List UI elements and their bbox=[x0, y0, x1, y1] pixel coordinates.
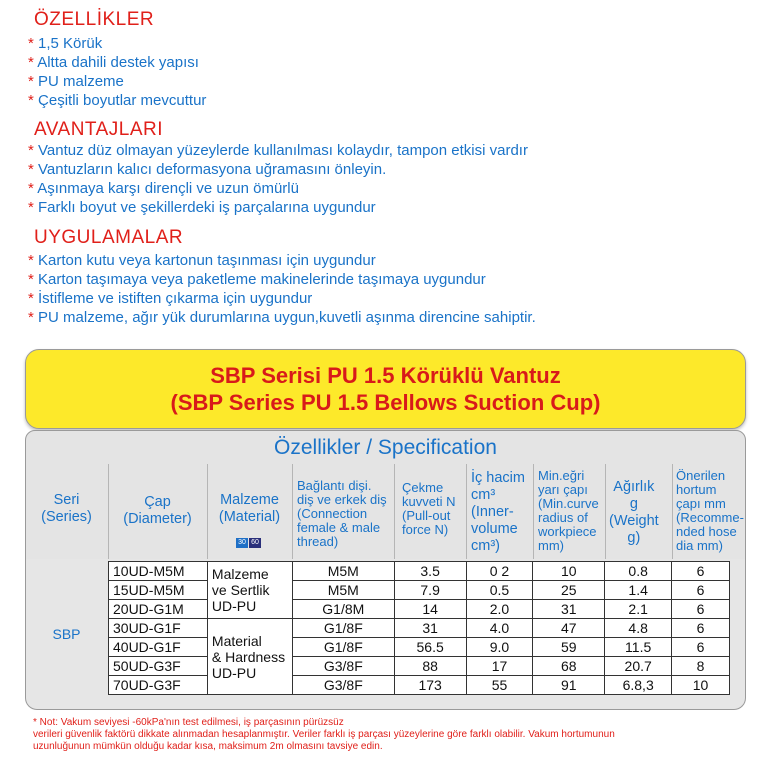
hardness-30-badge: 30 bbox=[236, 538, 248, 548]
table-row: 40UD-G1F G1/8F 56.5 9.0 59 11.5 6 bbox=[109, 638, 730, 657]
table-row: 10UD-M5M Malzeme ve Sertlik UD-PU M5M 3.5 0 2 10 0.8 6 bbox=[109, 562, 730, 581]
list-item: * 1,5 Körük bbox=[28, 35, 103, 52]
spec-table bbox=[108, 561, 730, 695]
advantages-title: AVANTAJLARI bbox=[34, 119, 164, 140]
advantages-list bbox=[28, 141, 528, 217]
list-item: * Farklı boyut ve şekillerdeki iş parçalarına uygundur bbox=[28, 199, 376, 216]
features-list bbox=[28, 34, 206, 110]
header-connection-thread: Bağlantı dişi. diş ve erkek diş (Connection female & male thread) bbox=[297, 478, 387, 549]
series-label: SBP bbox=[52, 626, 81, 642]
list-item: * Vantuzların kalıcı deformasyona uğramasını önleyin. bbox=[28, 161, 387, 178]
header-diameter: Çap (Diameter) bbox=[123, 494, 192, 527]
list-item: * Karton taşımaya veya paketleme makinelerinde taşımaya uygundur bbox=[28, 271, 486, 288]
header-min-curve-radius: Min.eğri yarı çapı (Min.curve radius of workpiece mm) bbox=[538, 468, 599, 553]
material-hardness-tr: Malzeme ve Sertlik UD-PU bbox=[207, 562, 292, 619]
header-pull-out-force: Çekme kuvveti N (Pull-out force N) bbox=[402, 480, 456, 537]
table-row: 15UD-M5M M5M 7.9 0.5 25 1.4 6 bbox=[109, 581, 730, 600]
list-item: * Vantuz düz olmayan yüzeylerde kullanılması kolaydır, tampon etkisi vardır bbox=[28, 142, 528, 159]
product-title-banner bbox=[25, 349, 746, 429]
list-item: * PU malzeme bbox=[28, 73, 124, 90]
table-row: 20UD-G1M G1/8M 14 2.0 31 2.1 6 bbox=[109, 600, 730, 619]
hardness-60-badge: 60 bbox=[249, 538, 261, 548]
header-weight: Ağırlık g (Weight g) bbox=[609, 479, 659, 546]
material-hardness-en: Material & Hardness UD-PU bbox=[207, 619, 292, 695]
list-item: * Karton kutu veya kartonun taşınması için uygundur bbox=[28, 252, 376, 269]
list-item: * Çeşitli boyutlar mevcuttur bbox=[28, 92, 207, 109]
header-recommended-hose: Önerilen hortum çapı mm (Recomme- nded hose dia mm) bbox=[676, 468, 744, 553]
applications-title: UYGULAMALAR bbox=[34, 227, 184, 248]
header-material: Malzeme (Material) bbox=[218, 492, 281, 525]
header-series: Seri (Series) bbox=[41, 492, 92, 525]
list-item: * Aşınmaya karşı dirençli ve uzun ömürlü bbox=[28, 180, 299, 197]
header-inner-volume: İç hacim cm³ (Inner- volume cm³) bbox=[471, 470, 525, 554]
footnote: * Not: Vakum seviyesi -60kPa'nın test edilmesi, iş parçasının pürüzsüz verileri güvenlik faktörü dikkate alınmadan hesaplanmıştır. Veriler farklı iş parçası yüzeylerine göre farklı olabilir. Vakum hortumunun uzunluğunun mümkün olduğu kadar kısa, maksimum 2m olmasını tavsiye edin. bbox=[33, 717, 615, 752]
features-title: ÖZELLİKLER bbox=[34, 9, 155, 30]
product-title-en: (SBP Series PU 1.5 Bellows Suction Cup) bbox=[170, 390, 601, 415]
spec-title: Özellikler / Specification bbox=[25, 430, 746, 465]
list-item: * İstifleme ve istiften çıkarma için uygundur bbox=[28, 290, 313, 307]
list-item: * PU malzeme, ağır yük durumlarına uygun,kuvetli aşınma direncine sahiptir. bbox=[28, 309, 536, 326]
table-row: 50UD-G3F G3/8F 88 17 68 20.7 8 bbox=[109, 657, 730, 676]
table-row: 30UD-G1F Material & Hardness UD-PU G1/8F 31 4.0 47 4.8 6 bbox=[109, 619, 730, 638]
product-title-tr: SBP Serisi PU 1.5 Körüklü Vantuz bbox=[210, 363, 561, 388]
table-row: 70UD-G3F G3/8F 173 55 91 6.8,3 10 bbox=[109, 676, 730, 695]
applications-list bbox=[28, 251, 536, 327]
list-item: * Altta dahili destek yapısı bbox=[28, 54, 199, 71]
